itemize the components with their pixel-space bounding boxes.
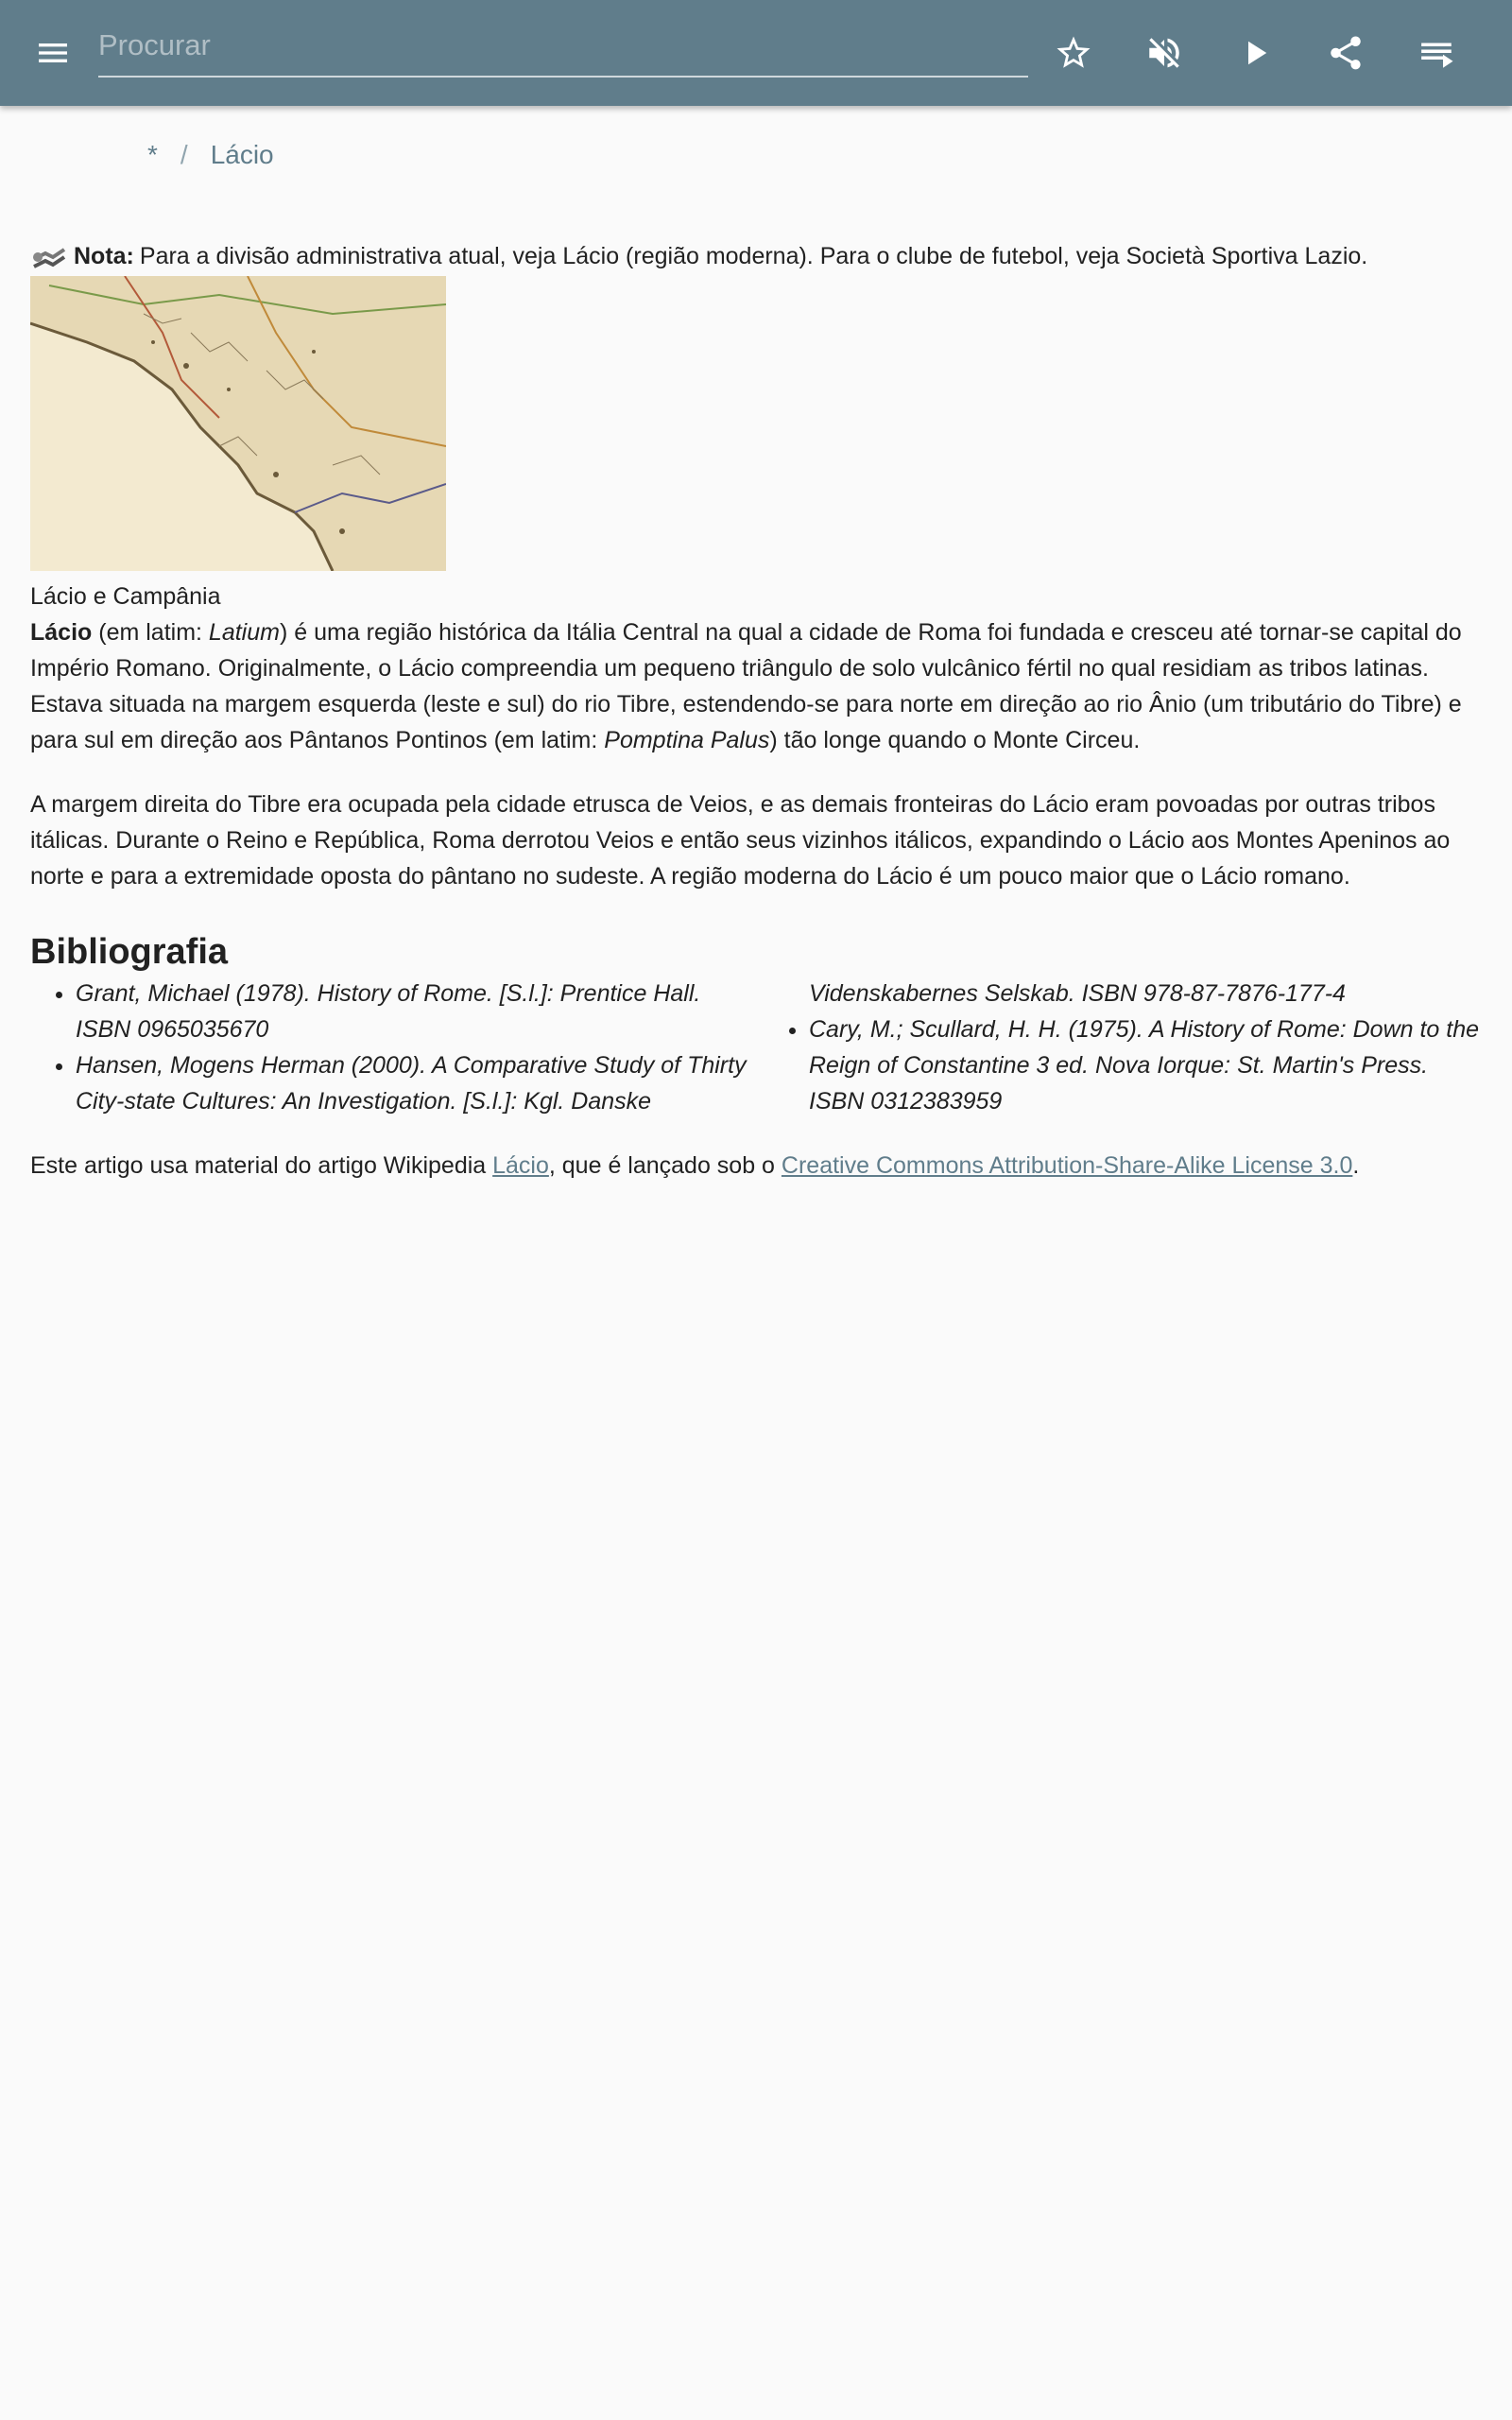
license-link[interactable]: Creative Commons Attribution-Share-Alike License 3.0	[781, 1152, 1353, 1179]
paragraph-text: (em latim:	[92, 619, 209, 646]
latin-term: Pomptina Palus	[604, 727, 770, 753]
disambiguation-icon	[30, 240, 68, 272]
menu-button[interactable]	[23, 23, 83, 83]
bibliography-item: • Cary, M.; Scullard, H. H. (1975). A History of Rome: Down to the Reign of Constantine 3 ed. Nova Iorque: St. Martin's Press. ISBN 0312383959	[809, 1011, 1486, 1119]
article-content	[30, 238, 1486, 1207]
search-input[interactable]	[98, 21, 1028, 70]
breadcrumb-current-link[interactable]: Lácio	[210, 140, 274, 169]
playlist-icon	[1417, 33, 1456, 73]
search-field	[98, 21, 1028, 78]
mute-button[interactable]	[1134, 23, 1194, 83]
play-icon	[1235, 33, 1275, 73]
source-article-link[interactable]: Lácio	[492, 1152, 549, 1179]
breadcrumb	[147, 140, 274, 170]
attribution-note	[30, 1148, 1486, 1184]
paragraph-text: ) tão longe quando o Monte Circeu.	[769, 727, 1141, 753]
volume-off-icon	[1144, 33, 1184, 73]
attribution-text: , que é lançado sob o	[548, 1152, 782, 1179]
menu-icon	[34, 34, 72, 72]
bibliography-item: • Hansen, Mogens Herman (2000). A Comparative Study of Thirty City-state Cultures: An Investigation. [S.l.]: Kgl. Danske Videnskabernes Selskab. ISBN 978-87-7876-177-4	[76, 976, 1486, 1119]
bibliography-list	[30, 976, 1486, 1119]
star-outline-icon	[1054, 33, 1093, 73]
article-paragraph-1	[30, 614, 1486, 758]
bookmark-button[interactable]	[1043, 23, 1104, 83]
hatnote-label: Nota:	[74, 243, 134, 269]
attribution-text: .	[1352, 1152, 1360, 1179]
paragraph-text: ) é uma região histórica da Itália Central na qual a cidade de Roma foi fundada e cresceu até tornar-se capital do Império Romano. Originalmente, o Lácio compreendia um pequeno triângulo de solo vulcânico fértil no qual residiam as tribos latinas. Estava situada na margem esquerda (leste e sul) do rio Tibre, estendendo-se para norte em direção ao rio Ânio (um tributário do Tibre) e para sul em direção aos Pântanos Pontinos (em latim:	[30, 619, 1462, 753]
breadcrumb-separator: /	[180, 140, 188, 169]
table-of-contents-button[interactable]	[1406, 23, 1467, 83]
article-term: Lácio	[30, 619, 93, 646]
hatnote	[30, 238, 1486, 274]
latin-term: Latium	[208, 619, 280, 646]
breadcrumb-home-link[interactable]: *	[147, 140, 158, 169]
article-paragraph-2: A margem direita do Tibre era ocupada pela cidade etrusca de Veios, e as demais fronteiras do Lácio eram povoadas por outras tribos itálicas. Durante o Reino e República, Roma derrotou Veios e então seus vizinhos itálicos, expandindo o Lácio aos Montes Apeninos ao norte e para a extremidade oposta do pântano no sudeste. A região moderna do Lácio é um pouco maior que o Lácio romano.	[30, 791, 1451, 890]
app-bar	[0, 0, 1512, 106]
play-button[interactable]	[1225, 23, 1285, 83]
map-image[interactable]	[30, 276, 446, 571]
bibliography-item: • Grant, Michael (1978). History of Rome. [S.l.]: Prentice Hall. ISBN 0965035670	[76, 976, 752, 1047]
map-caption: Lácio e Campânia	[30, 583, 221, 610]
attribution-text: Este artigo usa material do artigo Wikipedia	[30, 1152, 493, 1179]
share-icon	[1326, 33, 1366, 73]
hatnote-text: Para a divisão administrativa atual, veja Lácio (região moderna). Para o clube de futebol, veja Società Sportiva Lazio.	[139, 243, 1368, 269]
bibliography-heading: Bibliografia	[30, 932, 229, 972]
share-button[interactable]	[1315, 23, 1376, 83]
